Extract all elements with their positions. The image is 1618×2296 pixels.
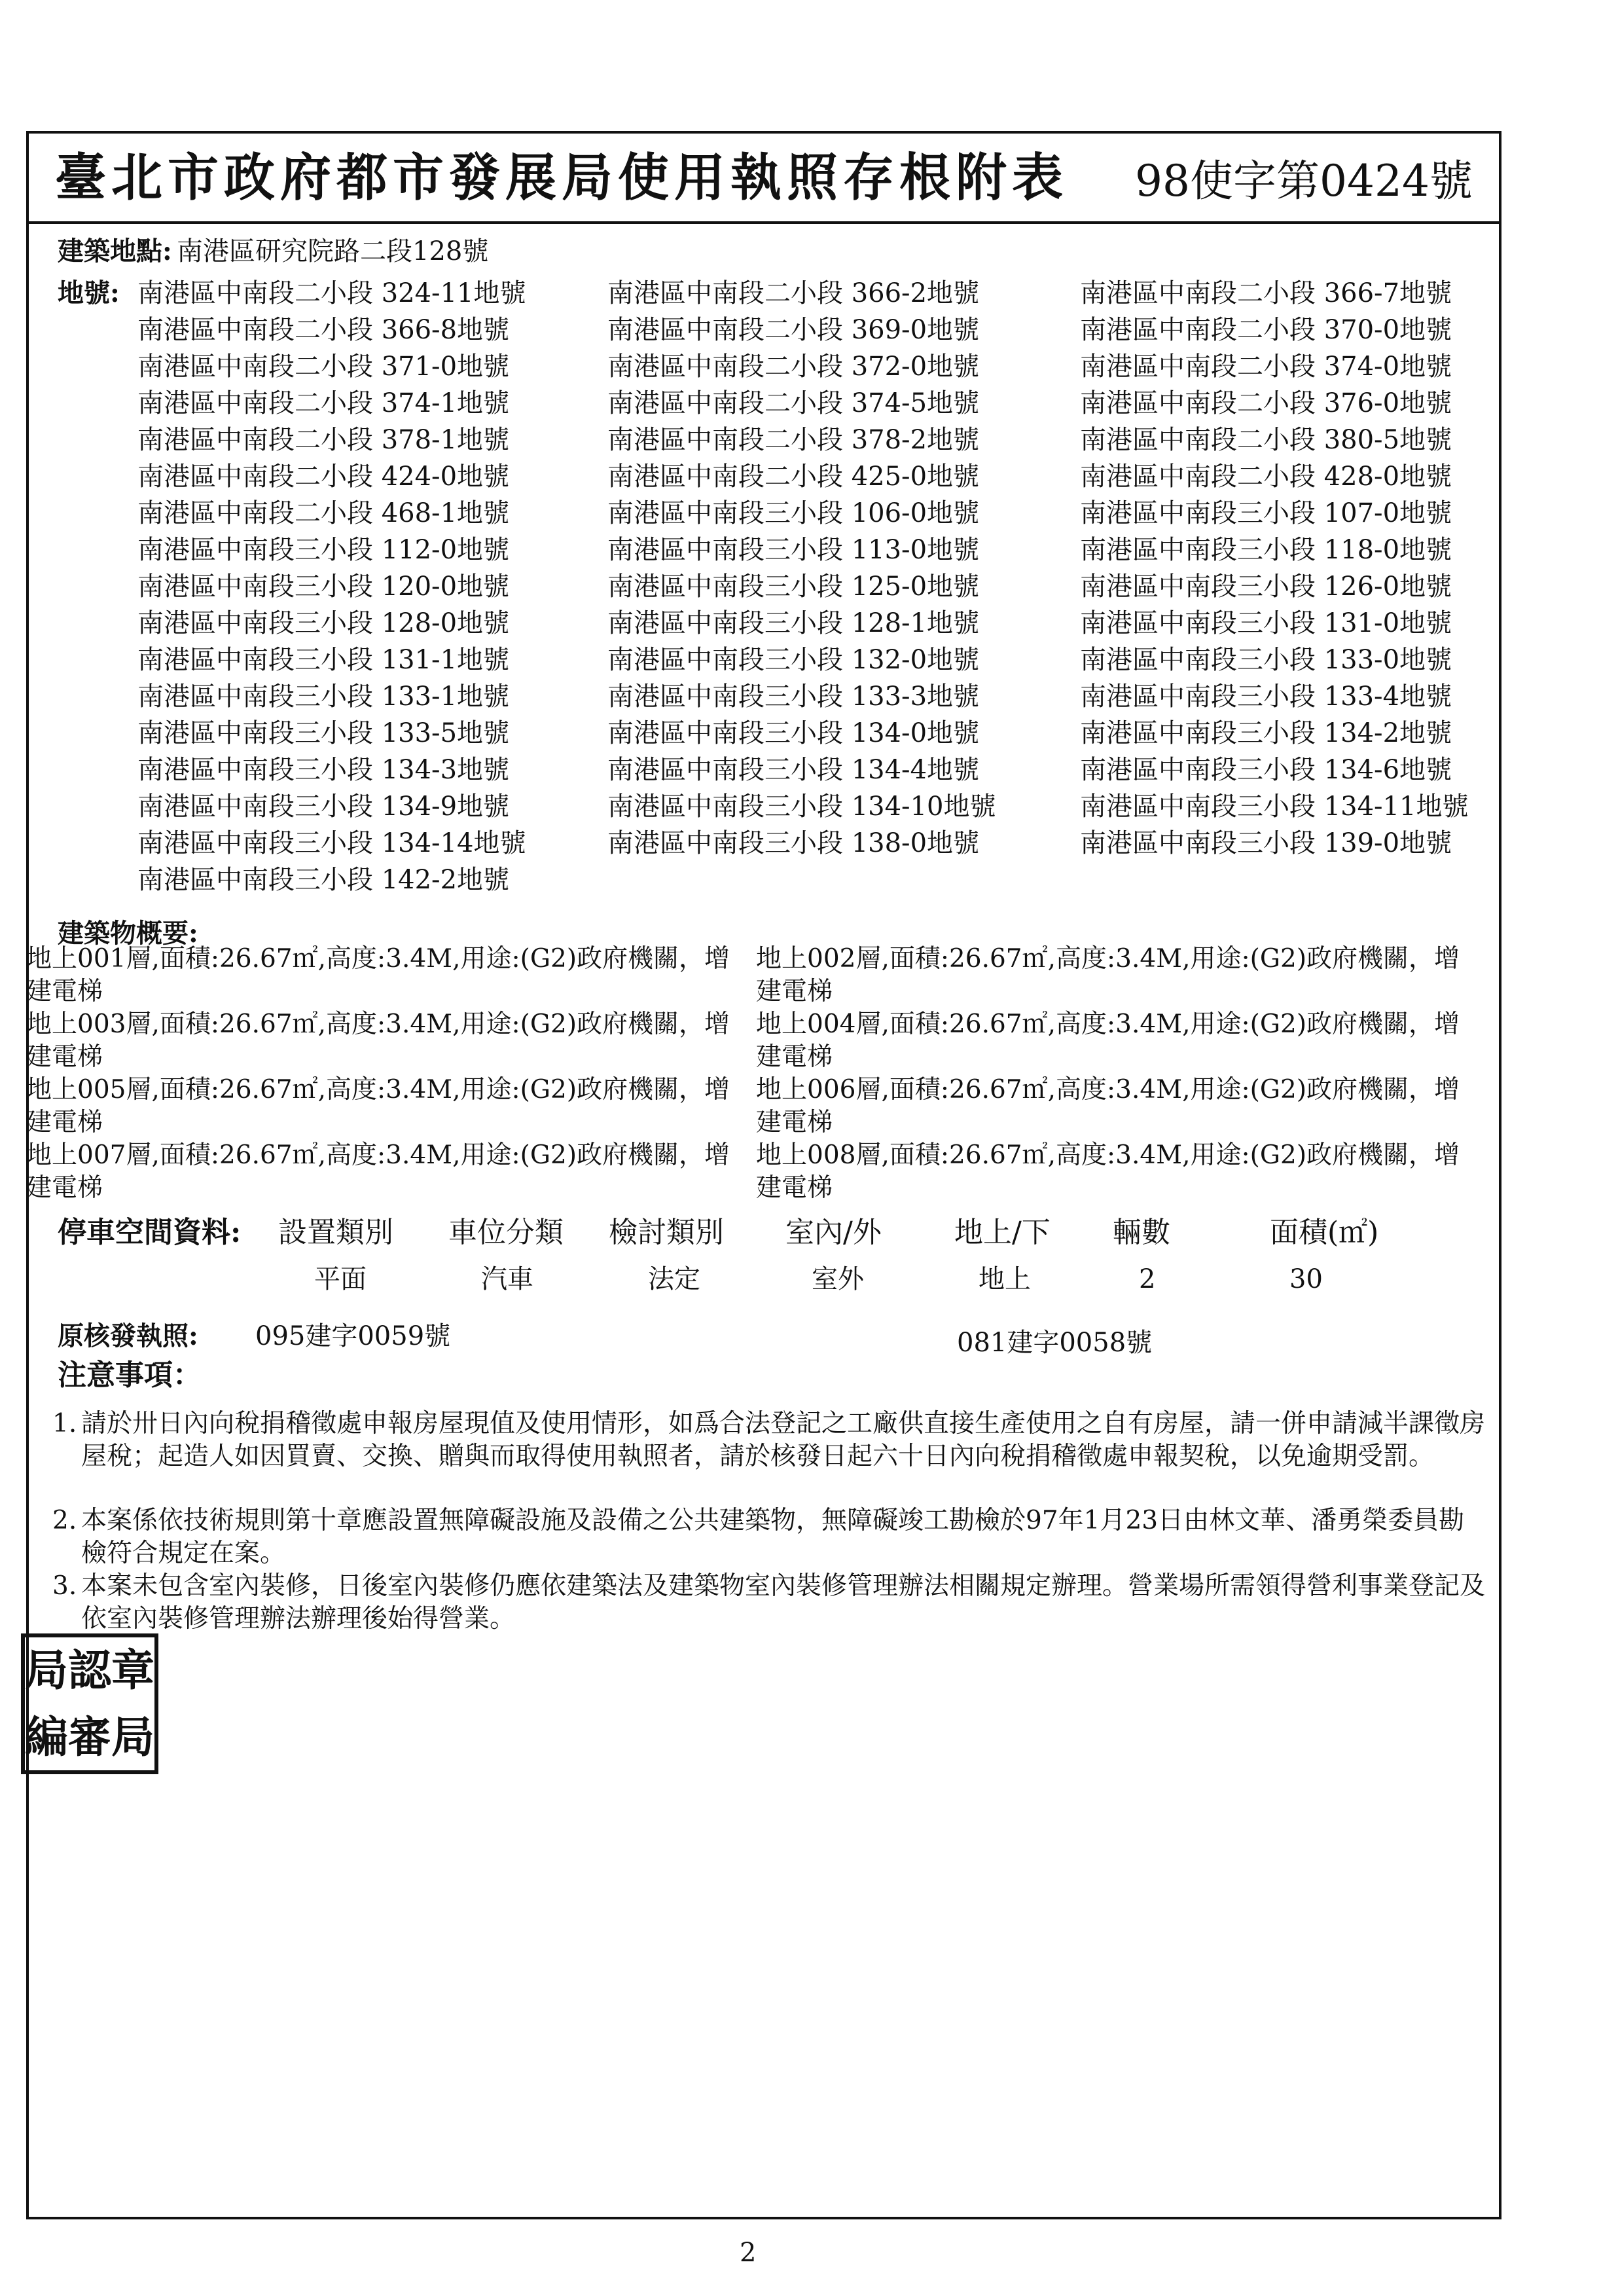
site-label: 建築地點:	[58, 236, 172, 266]
lot-number: 南港區中南段三小段 132-0地號	[607, 645, 980, 675]
lot-number: 南港區中南段三小段 134-3地號	[137, 755, 510, 785]
lot-number: 南港區中南段二小段 374-1地號	[137, 388, 510, 418]
lot-number: 南港區中南段三小段 133-3地號	[607, 682, 980, 712]
lot-number: 南港區中南段三小段 134-4地號	[607, 755, 980, 785]
lots-column-1	[137, 275, 526, 898]
lot-number: 南港區中南段三小段 133-5地號	[137, 718, 510, 748]
parking-value: 法定	[648, 1264, 700, 1294]
note-number: 2.	[52, 1506, 77, 1535]
lot-number: 南港區中南段二小段 378-1地號	[137, 425, 510, 455]
lot-number: 南港區中南段二小段 366-7地號	[1080, 278, 1452, 308]
lot-number: 南港區中南段三小段 133-4地號	[1080, 682, 1452, 712]
lot-number: 南港區中南段二小段 424-0地號	[137, 462, 510, 492]
parking-value: 平面	[314, 1264, 367, 1294]
parking-header: 面積(㎡)	[1270, 1216, 1379, 1249]
lot-number: 南港區中南段二小段 324-11地號	[137, 278, 526, 308]
note-number: 1.	[52, 1409, 77, 1438]
parking-value: 室外	[812, 1264, 864, 1294]
original-permit-2: 081建字0058號	[957, 1328, 1153, 1358]
seal-char: 認	[68, 1645, 111, 1696]
lot-number: 南港區中南段三小段 142-2地號	[137, 865, 510, 895]
parking-value: 地上	[979, 1264, 1031, 1294]
building-label: 建築物概要:	[58, 918, 198, 949]
floor-entry: 地上008層,面積:26.67㎡,高度:3.4M,用途:(G2)政府機關，增建電梯	[756, 1140, 1460, 1203]
parking-header: 輛數	[1113, 1216, 1170, 1249]
parking-value: 汽車	[481, 1264, 533, 1294]
lot-number: 南港區中南段三小段 106-0地號	[607, 498, 980, 528]
notes-label: 注意事項：	[58, 1358, 202, 1392]
parking-header: 地上/下	[954, 1216, 1051, 1249]
lot-number: 南港區中南段三小段 134-2地號	[1080, 718, 1452, 748]
original-permit-1: 095建字0059號	[255, 1321, 451, 1351]
page-number: 2	[740, 2238, 757, 2268]
lot-number: 南港區中南段三小段 128-0地號	[137, 608, 510, 638]
parking-label: 停車空間資料:	[58, 1216, 242, 1249]
lot-number: 南港區中南段三小段 112-0地號	[137, 535, 510, 565]
floor-entry: 地上004層,面積:26.67㎡,高度:3.4M,用途:(G2)政府機關，增建電梯	[756, 1010, 1460, 1072]
floor-entry: 地上006層,面積:26.67㎡,高度:3.4M,用途:(G2)政府機關，增建電梯	[756, 1075, 1460, 1137]
lot-number: 南港區中南段二小段 366-8地號	[137, 315, 510, 345]
seal-char: 編	[25, 1711, 68, 1762]
lot-number: 南港區中南段三小段 134-11地號	[1080, 792, 1469, 822]
lot-number: 南港區中南段二小段 374-5地號	[607, 388, 980, 418]
official-seal	[21, 1633, 158, 1774]
lot-number: 南港區中南段二小段 371-0地號	[137, 352, 510, 382]
title-bar	[29, 134, 1499, 224]
lot-number: 南港區中南段二小段 378-2地號	[607, 425, 980, 455]
lot-number: 南港區中南段三小段 134-6地號	[1080, 755, 1452, 785]
lot-number: 南港區中南段三小段 133-1地號	[137, 682, 510, 712]
seal-char: 局	[111, 1711, 154, 1762]
parking-header: 室內/外	[785, 1216, 882, 1249]
note-number: 3.	[52, 1571, 77, 1601]
floor-entry: 地上003層,面積:26.67㎡,高度:3.4M,用途:(G2)政府機關，增建電梯	[26, 1010, 730, 1072]
parking-header: 設置類別	[278, 1216, 393, 1249]
site-address: 南港區研究院路二段128號	[177, 236, 489, 266]
lot-number: 南港區中南段二小段 374-0地號	[1080, 352, 1452, 382]
floor-entry: 地上005層,面積:26.67㎡,高度:3.4M,用途:(G2)政府機關，增建電梯	[26, 1075, 730, 1137]
lot-number: 南港區中南段二小段 380-5地號	[1080, 425, 1452, 455]
lot-number: 南港區中南段三小段 134-0地號	[607, 718, 980, 748]
lot-number: 南港區中南段三小段 107-0地號	[1080, 498, 1452, 528]
parking-value: 30	[1289, 1264, 1323, 1294]
lot-number: 南港區中南段二小段 366-2地號	[607, 278, 980, 308]
lot-number: 南港區中南段二小段 376-0地號	[1080, 388, 1452, 418]
lot-number: 南港區中南段三小段 113-0地號	[607, 535, 980, 565]
note-text: 請於卅日內向稅捐稽徵處申報房屋現值及使用情形，如爲合法登記之工廠供直接生產使用之自有房屋，請一併申請減半課徵房屋稅；起造人如因買賣、交換、贈與而取得使用執照者，請於核發日起六十日內向稅捐稽徵處申報契稅，以免逾期受罰。	[81, 1409, 1486, 1471]
lot-number: 南港區中南段三小段 131-1地號	[137, 645, 510, 675]
note-text: 本案未包含室內裝修，日後室內裝修仍應依建築法及建築物室內裝修管理辦法相關規定辦理。營業場所需領得營利事業登記及依室內裝修管理辦法辦理後始得營業。	[81, 1571, 1486, 1633]
floor-entry: 地上007層,面積:26.67㎡,高度:3.4M,用途:(G2)政府機關，增建電梯	[26, 1140, 730, 1203]
lot-number: 南港區中南段二小段 369-0地號	[607, 315, 980, 345]
lot-number: 南港區中南段三小段 131-0地號	[1080, 608, 1452, 638]
lot-number: 南港區中南段二小段 428-0地號	[1080, 462, 1452, 492]
lot-number: 南港區中南段三小段 120-0地號	[137, 572, 510, 602]
lot-number: 南港區中南段三小段 134-10地號	[607, 792, 996, 822]
lot-number: 南港區中南段三小段 134-9地號	[137, 792, 510, 822]
permit-number: 98使字第0424號	[1135, 156, 1473, 206]
lot-number: 南港區中南段三小段 126-0地號	[1080, 572, 1452, 602]
lot-number: 南港區中南段二小段 468-1地號	[137, 498, 510, 528]
seal-char: 局	[25, 1645, 68, 1696]
note-text: 本案係依技術規則第十章應設置無障礙設施及設備之公共建築物，無障礙竣工勘檢於97年1月23日由林文華、潘勇榮委員勘檢符合規定在案。	[81, 1506, 1465, 1568]
original-permit-label: 原核發執照:	[58, 1321, 198, 1351]
lot-number: 南港區中南段二小段 425-0地號	[607, 462, 980, 492]
lot-number: 南港區中南段三小段 125-0地號	[607, 572, 980, 602]
lot-number: 南港區中南段三小段 133-0地號	[1080, 645, 1452, 675]
lot-number: 南港區中南段三小段 139-0地號	[1080, 828, 1452, 858]
lot-number: 南港區中南段三小段 118-0地號	[1080, 535, 1452, 565]
lots-column-3	[1080, 275, 1468, 862]
lot-number: 南港區中南段二小段 372-0地號	[607, 352, 980, 382]
lots-label: 地號:	[58, 278, 120, 308]
parking-value: 2	[1139, 1264, 1156, 1294]
lot-number: 南港區中南段二小段 370-0地號	[1080, 315, 1452, 345]
parking-header: 檢討類別	[609, 1216, 724, 1249]
lot-number: 南港區中南段三小段 134-14地號	[137, 828, 526, 858]
seal-char: 章	[111, 1645, 154, 1696]
parking-header: 車位分類	[448, 1216, 564, 1249]
floor-entry: 地上001層,面積:26.67㎡,高度:3.4M,用途:(G2)政府機關，增建電梯	[26, 944, 730, 1006]
seal-char: 審	[68, 1711, 111, 1762]
lots-column-2	[607, 275, 996, 862]
document-title: 臺北市政府都市發展局使用執照存根附表	[55, 148, 1069, 208]
lot-number: 南港區中南段三小段 138-0地號	[607, 828, 980, 858]
lot-number: 南港區中南段三小段 128-1地號	[607, 608, 980, 638]
floor-entry: 地上002層,面積:26.67㎡,高度:3.4M,用途:(G2)政府機關，增建電梯	[756, 944, 1460, 1006]
